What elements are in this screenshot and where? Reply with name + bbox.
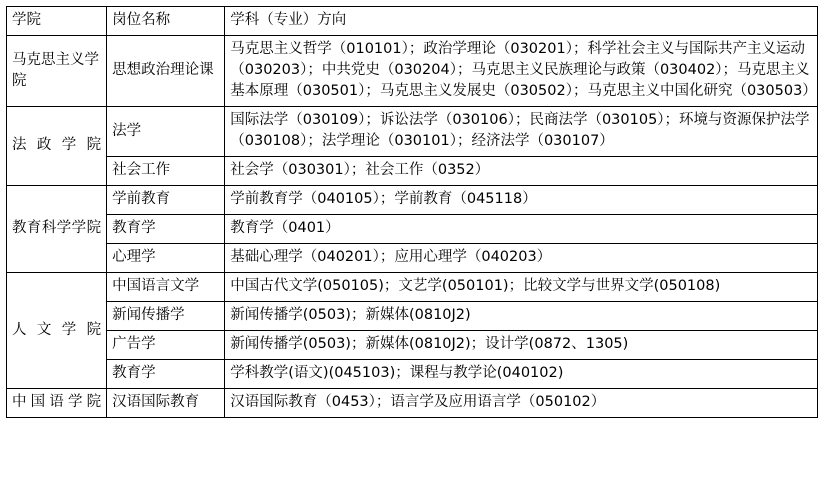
cell-post: 中国语言文学 (107, 273, 225, 302)
cell-major: 国际法学（030109）；诉讼法学（030106）；民商法学（030105）；环境与资源保护法学（030108）；法学理论（030101）；经济法学（030107） (225, 107, 818, 157)
table-row (7, 157, 818, 186)
cell-post: 广告学 (107, 331, 225, 360)
cell-post: 教育学 (107, 360, 225, 389)
recruitment-table (6, 6, 818, 418)
cell-post: 法学 (107, 107, 225, 157)
table-header-row (7, 7, 818, 36)
cell-college (7, 186, 107, 273)
cell-major: 汉语国际教育（0453）；语言学及应用语言学（050102） (225, 389, 818, 418)
college-name: 中国语学院 (12, 394, 102, 411)
table-row (7, 360, 818, 389)
table-row (7, 331, 818, 360)
table-row (7, 36, 818, 107)
college-name: 法政学院 (12, 137, 102, 154)
cell-major: 教育学（0401） (225, 215, 818, 244)
college-name: 教育科学学院 (12, 220, 102, 237)
cell-post: 思想政治理论课 (107, 36, 225, 107)
cell-major: 新闻传播学(0503)；新媒体(0810J2)；设计学(0872、1305) (225, 331, 818, 360)
table-row (7, 244, 818, 273)
cell-major: 马克思主义哲学（010101）；政治学理论（030201）；科学社会主义与国际共产主义运动（030203）；中共党史（030204）；马克思主义民族理论与政策（030402）；马克思主义基本原理（030501）；马克思主义发展史（030502）；马克思主义中国化研究（030503） (225, 36, 818, 107)
cell-post: 社会工作 (107, 157, 225, 186)
header-college: 学院 (7, 7, 107, 36)
cell-major: 学前教育学（040105）；学前教育（045118） (225, 186, 818, 215)
table-header (7, 7, 818, 36)
cell-major: 学科教学(语文)(045103)；课程与教学论(040102) (225, 360, 818, 389)
cell-post: 新闻传播学 (107, 302, 225, 331)
college-name: 人文学院 (12, 321, 102, 338)
cell-major: 新闻传播学(0503)；新媒体(0810J2) (225, 302, 818, 331)
table-row (7, 389, 818, 418)
table-row (7, 186, 818, 215)
table-row (7, 302, 818, 331)
table-row (7, 215, 818, 244)
cell-college (7, 389, 107, 418)
cell-major: 中国古代文学(050105)；文艺学(050101)；比较文学与世界文学(050108) (225, 273, 818, 302)
table-body (7, 36, 818, 418)
cell-post: 教育学 (107, 215, 225, 244)
cell-college (7, 36, 107, 107)
cell-major: 社会学（030301）；社会工作（0352） (225, 157, 818, 186)
cell-college (7, 273, 107, 389)
cell-post: 心理学 (107, 244, 225, 273)
cell-major: 基础心理学（040201）；应用心理学（040203） (225, 244, 818, 273)
college-name: 马克思主义学院 (12, 51, 99, 89)
cell-post: 学前教育 (107, 186, 225, 215)
table-row (7, 107, 818, 157)
header-post: 岗位名称 (107, 7, 225, 36)
cell-post: 汉语国际教育 (107, 389, 225, 418)
cell-college (7, 107, 107, 186)
table-row (7, 273, 818, 302)
header-major: 学科（专业）方向 (225, 7, 818, 36)
